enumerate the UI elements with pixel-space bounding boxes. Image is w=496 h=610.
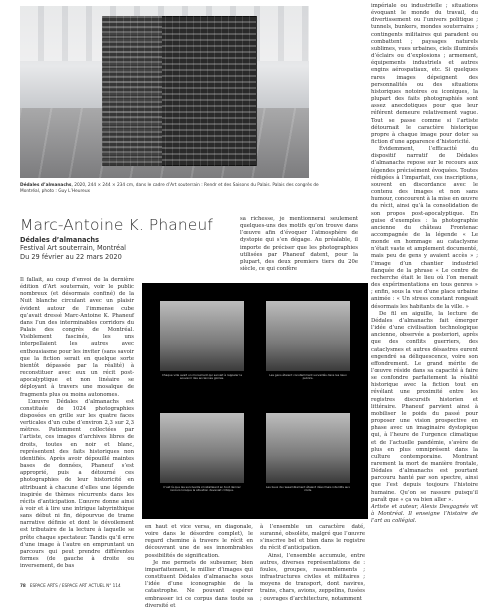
image-grid <box>142 283 368 519</box>
photo-cube-grid <box>102 16 257 166</box>
caption-text: , 2020, 244 × 244 × 234 cm, dans le cadre d’Art souterrain : Rendr et des Saisons du Palais. Palais des congrès de Montréal, photo : Guy L’Heureux <box>20 183 319 194</box>
grid-photo <box>160 413 244 483</box>
paragraph: L’œuvre Dédales d’almanachs est constituée de 1024 photographies disposées en grille sur les quatre faces verticales d’un cube d’environ 2,3 sur 2,3 mètres. Patiemment collectées par l’artiste, ces images d’archives libres de droits, toutes en noir et blanc, représentent des faits historiques non identifiés. Après avoir dépouillé maintes bases de données, Phaneuf s’est approprié, puis a détourné ces photographies de leur historicité en attribuant à chacune d’elles une légende inspirée de thèmes récurrents dans les récits d’anticipation. L’œuvre donne ainsi à voir et à lire une intrigue labyrinthique sans début ni fin, dépourvue de trame narrative définie et dont le dévoilement est tributaire de la lecture à laquelle se prête chaque spectateur. Tandis qu’il erre d’une image à l’autre en empruntant un parcours qui peut prendre différentes formes (de gauche à droite ou inversement, de bas <box>20 398 134 570</box>
paragraph: Je me permets de subsumer, bien imparfaitement, le millier d’images qui constituent Dédales d’almanachs sous l’idée d’une iconographie de la catastrophe. Ne pouvant espérer embrasser ici ce corpus dans toute sa diversité et <box>145 559 253 609</box>
event-name: Festival Art souterrain, Montréal <box>20 244 126 253</box>
journal-name: ESPACE ARTS / ESPACE ART ACTUEL N° 114 <box>29 583 121 588</box>
work-title: Dédales d’almanachs <box>20 236 99 244</box>
article-subtitle <box>20 236 126 261</box>
paragraph: Il fallait, au coup d’envoi de la dernière édition d’Art souterrain, voir le public nombreux (et désormais confiné) de la Nuit blanche circulant avec un plaisir évident autour de l’immense cube qu’avait dressé Marc-Antoine K. Phaneuf dans l’un des interminables corridors du Palais des congrès de Montréal. Visiblement fascinés, les uns interpellaient les autres avec enthousiasme pour les inviter (sans savoir que la fiction serait en quelque sorte bientôt dépassée par la réalité) à reconstituer avec eux un récit post-apocalyptique et non linéaire se déployant à travers une mosaïque de fragments plus ou moins autonomes. <box>20 277 134 398</box>
grid-caption: Chaque ville avait un monument qui servait à rappeler le souvenir des anciennes gloires. <box>161 373 243 381</box>
grid-image <box>154 295 250 391</box>
column-b <box>240 216 358 273</box>
paragraph: impériale ou industrielle ; situations évoquant le monde du travail, du divertissement ou l’univers politique ; tunnels, bunkers, mondes souterrains ; contingents militaires qui paradent ou combattent ; paysages naturels sublimes, vues urbaines, ciels illuminés d’éclairs ou d’explosions ; armement, équipements industriels et autres engins aérospatiaux, etc. Si quelques rares images dépeignent des personnalités ou des situations historiques notoires ou iconiques, la plupart des faits photographiés sont assez anecdotiques pour que leur référent demeure relativement vague. Tout se passe comme si l’artiste détournait le caractère historique propre à chaque image pour doter sa fiction d’une apparence d’historicité. <box>371 3 478 145</box>
paragraph: à l’ensemble un caractère daté, suranné, obsolète, malgré que l’œuvre s’inscrive bel et bien dans le registre du récit d’anticipation. <box>260 524 365 552</box>
grid-image <box>260 407 356 503</box>
grid-image <box>260 295 356 391</box>
paragraph: en haut et vice versa, en diagonale, voire dans le désordre complet), le regard chemine à travers le récit en découvrant une de ses innombrables possibilités de signification. <box>145 524 253 559</box>
photo-caption <box>20 183 320 194</box>
column-right <box>371 3 478 525</box>
paragraph: sa richesse, je mentionnerai seulement quelques-uns des motifs qu’on trouve dans l’œuvre afin d’évoquer l’atmosphère de dystopie qui s’en dégage. Au préalable, il importe de préciser que les photographies utilisées par Phaneuf datent, pour la plupart, des deux premiers tiers du 20e siècle, ce qui confère <box>240 216 358 273</box>
grid-image <box>154 407 250 503</box>
event-dates: Du 29 février au 22 mars 2020 <box>20 252 122 261</box>
column-a <box>20 277 134 570</box>
grid-caption: Les gens étaient constamment surveillés dans les lieux publics. <box>269 373 347 381</box>
article-title: Marc-Antoine K. Phaneuf <box>20 216 213 234</box>
grid-caption: C’est là que les survivants s’installaient en tout dernier recours lorsque la situation devenait critique. <box>163 485 241 493</box>
grid-photo <box>160 301 244 371</box>
grid-photo <box>266 301 350 371</box>
paragraph: Évidemment, l’efficacité du dispositif narratif de Dédales d’almanachs repose sur le recours aux légendes précisément évoquées. Toutes rédigées à l’imparfait, ces inscriptions, souvent en discordance avec le contenu des images et non sans humour, concourent à la mise en œuvre du récit, ainsi qu’à la consolidation de son propos post-apocalyptique. En guise d’exemples : la photographie ancienne du château Frontenac accompagnée de la légende « Le monde en hommage au cataclysme n’était vaste et amplement documenté, mais peu de gens y avaient accès » ; l’image d’un chantier industriel flanquée de la phrase « Le centre de recherche était le lieu où l’on menait des expérimentations en tous genres » ; enfin, sous la vue d’une place urbaine animée : « Un stress constant rongeait désormais les habitants de la ville. » <box>371 146 478 310</box>
grid-caption: Les lieux de rassemblement étaient désormais interdits aux civils. <box>266 485 350 493</box>
column-bottom-a <box>145 524 253 610</box>
caption-title: Dédales d’almanachs <box>20 183 72 188</box>
column-bottom-b <box>260 524 365 603</box>
page-number: 78 <box>20 583 26 588</box>
paragraph: Ainsi, l’ensemble accumule, entre autres, diverses représentations de : foules, groupes, rassemblements ; infrastructures civiles et militaires ; moyens de transport, dont navires, trains, chars, avions, zeppelins, fusées ; ouvrages d’architecture, notamment <box>260 552 365 602</box>
page-footer <box>20 583 121 588</box>
grid-photo <box>266 413 350 483</box>
installation-photo <box>20 6 309 178</box>
paragraph: De fil en aiguille, la lecture de Dédales d’almanachs fait émerger l’idée d’une civilisation technologique ancienne, observée a posteriori, après que des conflits guerriers, des cataclysmes et autres désastres eurent engendré sa déliquescence, voire son effondrement. Le grand mérite de l’œuvre réside dans sa capacité à faire se confondre parfaitement la réalité historique avec la fiction tout en révélant une proximité entre les registres discursifs historien et littéraire. Phaneuf parvient ainsi à mobiliser le poids du passé pour proposer une vision prospective en phase avec un imaginaire dystopique qui, à l’heure de l’urgence climatique et de l’actuelle pandémie, s’avère de plus en plus omniprésent dans la culture contemporaine. Montrant rarement la mort de manière frontale, Dédales d’almanachs est pourtant parcouru hanté par son spectre, ainsi que l’est depuis toujours l’histoire humaine. Qu’on se rassure puisqu’il paraît que « ça va bien aller ». <box>371 310 478 503</box>
author-bio: Artiste et auteur, Alexis Desgagnés vit à Montréal. Il enseigne l’histoire de l’art au collégial. <box>371 503 478 525</box>
